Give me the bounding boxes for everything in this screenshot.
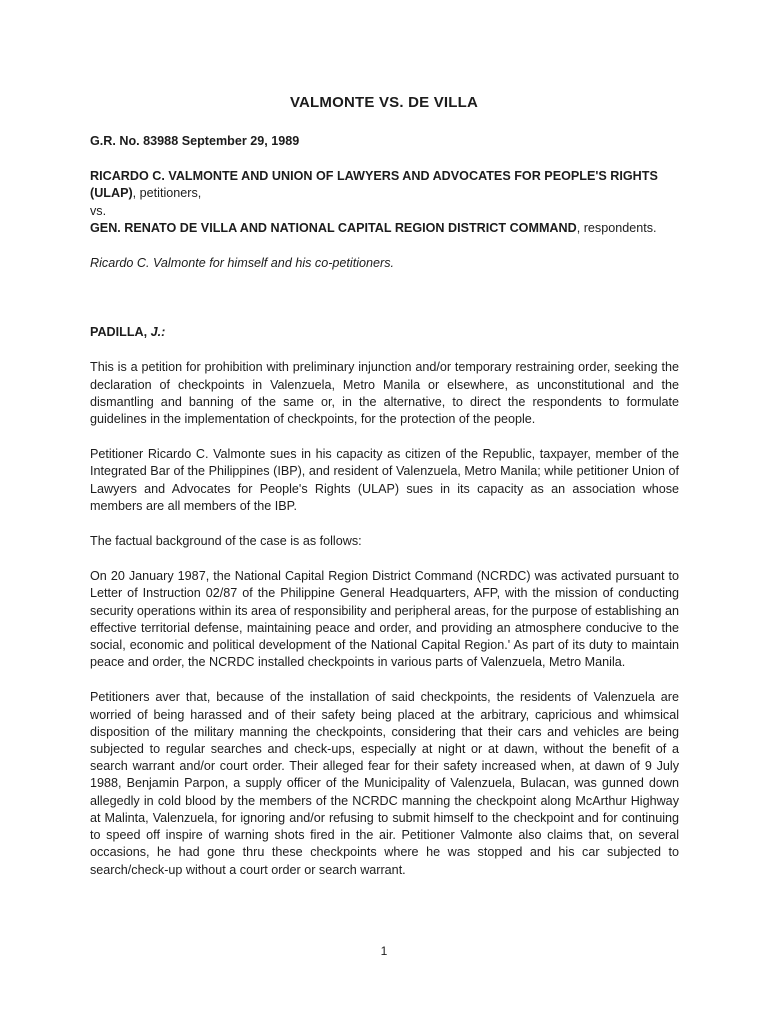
body-paragraph: Petitioner Ricardo C. Valmonte sues in his capacity as citizen of the Republic, taxpayer, member of the Integrated Bar of the Philippines (IBP), and resident of Valenzuela, Metro Manila; while petitioner Union of Lawyers and Advocates for People's Rights (ULAP) sues in its capacity as an association whose members are all members of the IBP. — [90, 447, 679, 513]
document-body — [90, 133, 679, 879]
petitioners-name: RICARDO C. VALMONTE AND UNION OF LAWYERS AND ADVOCATES FOR PEOPLE'S RIGHTS (ULAP) — [90, 169, 658, 201]
versus-label: vs. — [90, 203, 107, 218]
respondents-name: GEN. RENATO DE VILLA AND NATIONAL CAPITAL REGION DISTRICT COMMAND — [90, 220, 577, 235]
ponente-suffix: J.: — [150, 325, 166, 340]
body-paragraph: Petitioners aver that, because of the installation of said checkpoints, the residents of Valenzuela are worried of being harassed and of their safety being placed at the arbitrary, capricious and whimsical disposition of the military manning the checkpoints, considering that their cars and vehicles are being subjected to regular searches and check-ups, especially at night or at dawn, without the benefit of a search warrant and/or court order. Their alleged fear for their safety increased when, at dawn of 9 July 1988, Benjamin Parpon, a supply officer of the Municipality of Valenzuela, Bulacan, was gunned down allegedly in cold blood by the members of the NCRDC manning the checkpoint along McArthur Highway at Malinta, Valenzuela, for ignoring and/or refusing to submit himself to the checkpoint and for continuing to speed off inspire of warning shots fired in the air. Petitioner Valmonte also claims that, on several occasions, he had gone thru these checkpoints where he was stopped and his car subjected to search/check-up without a court order or search warrant. — [90, 690, 679, 877]
case-number: G.R. No. 83988 September 29, 1989 — [90, 134, 300, 148]
counsel-line: Ricardo C. Valmonte for himself and his co-petitioners. — [90, 256, 395, 271]
petitioners-line — [90, 168, 679, 202]
body-paragraph: The factual background of the case is as follows: — [90, 534, 362, 549]
document-title: VALMONTE VS. DE VILLA — [289, 94, 479, 111]
body-paragraph: On 20 January 1987, the National Capital Region District Command (NCRDC) was activated pursuant to Letter of Instruction 02/87 of the Philippine General Headquarters, AFP, with the mission of conducting security operations within its area of responsibility and peripheral areas, for the purpose of establishing an effective territorial defense, maintaining peace and order, and providing an atmosphere conducive to the social, economic and political development of the National Capital Region.' As part of its duty to maintain peace and order, the NCRDC installed checkpoints in various parts of Valenzuela, Metro Manila. — [90, 569, 679, 670]
ponente-line — [90, 324, 679, 341]
page-number: 1 — [380, 944, 388, 958]
respondents-line — [90, 220, 679, 237]
body-paragraph: This is a petition for prohibition with preliminary injunction and/or temporary restraining order, seeking the declaration of checkpoints in Valenzuela, Metro Manila or elsewhere, as unconstitutional and the dismantling and banning of the same or, in the alternative, to direct the respondents to formulate guidelines in the implementation of checkpoints, for the protection of the people. — [90, 360, 679, 427]
petitioners-suffix: , petitioners, — [132, 186, 202, 201]
ponente-name: PADILLA, — [90, 325, 151, 340]
respondents-suffix: , respondents. — [576, 220, 657, 235]
